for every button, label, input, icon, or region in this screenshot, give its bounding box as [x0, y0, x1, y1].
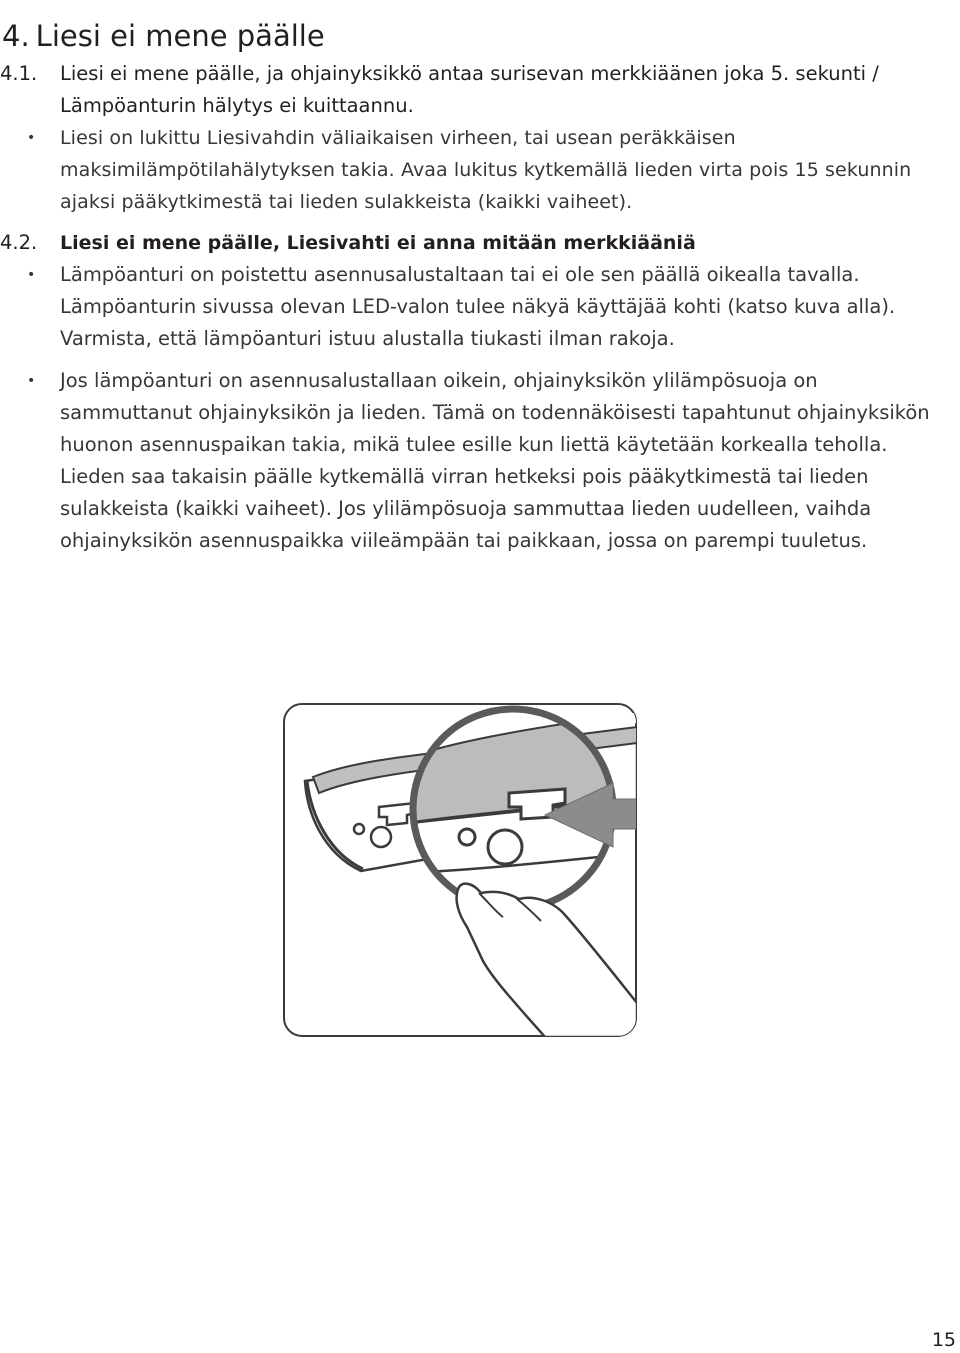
bullet-icon: •	[27, 373, 36, 389]
bullet-icon: •	[27, 267, 36, 283]
bullet-icon: •	[27, 130, 36, 146]
bullet-text: Jos lämpöanturi on asennusalustallaan oikein, ohjainyksikön ylilämpösuoja on sammuttanut ohjainyksikön ja lieden. Tämä on todennäköisesti tapahtunut ohjainyksikön huonon asennuspaikan takia, mikä tulee esille kun liettä käytetään korkealla teholla. Lieden saa takaisin päälle kytkemällä virran hetkeksi pois pääkytkimestä tai lieden sulakkeista (kaikki vaiheet). Jos ylilämpösuoja sammuttaa lieden uudelleen, vaihda ohjainyksikön asennuspaikka viileämpään tai paikkaan, jossa on parempi tuuletus.	[60, 369, 930, 552]
section-heading-text: Liesi ei mene päälle, ja ohjainyksikkö antaa surisevan merkkiäänen joka 5. sekunti / Lämpöanturin hälytys ei kuittaannu.	[60, 62, 879, 117]
title-number: 4.	[2, 19, 30, 54]
section-number: 4.1.	[0, 62, 38, 85]
sensor-illustration	[283, 703, 637, 1037]
page-number: 15	[931, 1329, 956, 1351]
section-4-2	[0, 227, 940, 557]
section-heading	[0, 58, 940, 122]
bullet-text: Liesi on lukittu Liesivahdin väliaikaisen virheen, tai usean peräkkäisen maksimilämpötilahälytyksen takia. Avaa lukitus kytkemällä lieden virta pois 15 sekunnin ajaksi pääkytkimestä tai lieden sulakkeista (kaikki vaiheet).	[60, 127, 912, 213]
list-item	[0, 259, 940, 355]
page-title	[2, 19, 325, 53]
title-text: Liesi ei mene päälle	[35, 19, 325, 54]
bullet-text: Lämpöanturi on poistettu asennusalustaltaan tai ei ole sen päällä oikealla tavalla. Lämpöanturin sivussa olevan LED-valon tulee näkyä käyttäjää kohti (katso kuva alla). Varmista, että lämpöanturi istuu alustalla tiukasti ilman rakoja.	[60, 263, 896, 350]
section-heading	[0, 227, 940, 259]
section-number: 4.2.	[0, 231, 38, 254]
list-item	[0, 122, 940, 218]
sensor-illustration-svg	[283, 703, 637, 1037]
bullet-list	[0, 259, 940, 557]
bullet-list	[0, 122, 940, 218]
section-4-1	[0, 58, 940, 218]
list-item	[0, 365, 940, 557]
section-heading-text: Liesi ei mene päälle, Liesivahti ei anna mitään merkkiääniä	[60, 232, 696, 254]
